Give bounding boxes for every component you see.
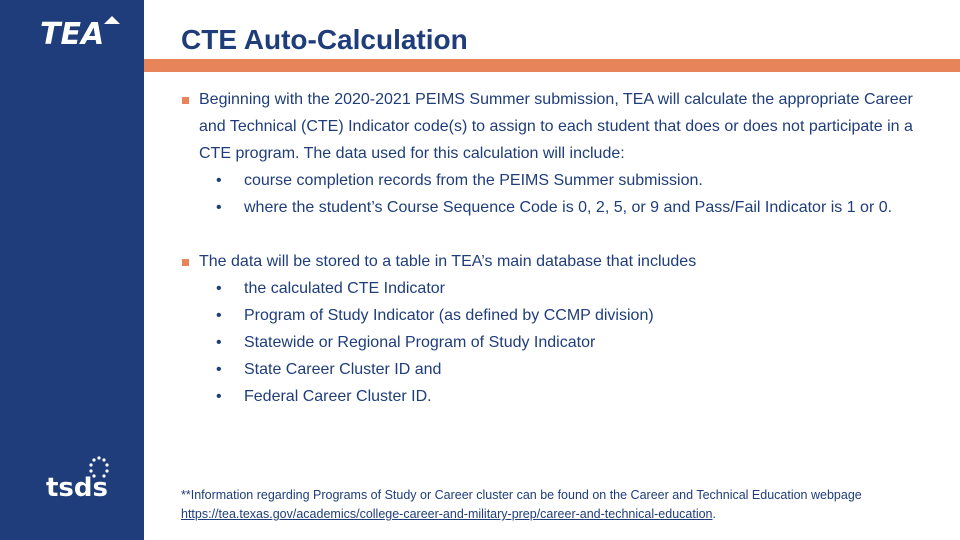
footnote-trailing: . [712,507,716,521]
tsds-logo-text: tsds [46,473,108,502]
sub-bullet-item: • Statewide or Regional Program of Study Indicator [199,329,921,356]
sub-bullet-item: • the calculated CTE Indicator [199,275,921,302]
footnote [181,486,941,524]
tea-logo [40,14,124,50]
footnote-text: **Information regarding Programs of Study or Career cluster can be found on the Career and Technical Education webpage [181,488,862,502]
spacer [181,221,921,248]
sub-bullet-item: • State Career Cluster ID and [199,356,921,383]
title-accent-bar [144,59,960,72]
cte-webpage-link[interactable]: https://tea.texas.gov/academics/college-career-and-military-prep/career-and-technical-education [181,507,713,521]
slide-title: CTE Auto-Calculation [181,24,468,55]
bullet-text: Beginning with the 2020-2021 PEIMS Summer submission, TEA will calculate the appropriate Career and Technical (CTE) Indicator code(s) to assign to each student that does or does not participate in a CTE program. The data used for this calculation will include: [199,91,913,162]
square-bullet-icon [182,97,189,104]
tsds-logo [44,456,120,502]
bullet-text: The data will be stored to a table in TEA’s main database that includes [199,253,697,270]
sub-bullet-item: • course completion records from the PEIMS Summer submission. [199,167,921,194]
star-icon [104,16,120,24]
sub-bullet-item: • where the student’s Course Sequence Code is 0, 2, 5, or 9 and Pass/Fail Indicator is 1 or 0. [199,194,921,221]
bullet-item [181,86,921,221]
sidebar [0,0,144,540]
sub-bullet-list [199,275,921,410]
sub-bullet-item: • Program of Study Indicator (as defined by CCMP division) [199,302,921,329]
square-bullet-icon [182,259,189,266]
sub-bullet-list [199,167,921,221]
tea-logo-text: TEA [40,17,105,50]
slide-content [181,86,921,410]
sub-bullet-item: • Federal Career Cluster ID. [199,383,921,410]
bullet-item [181,248,921,410]
